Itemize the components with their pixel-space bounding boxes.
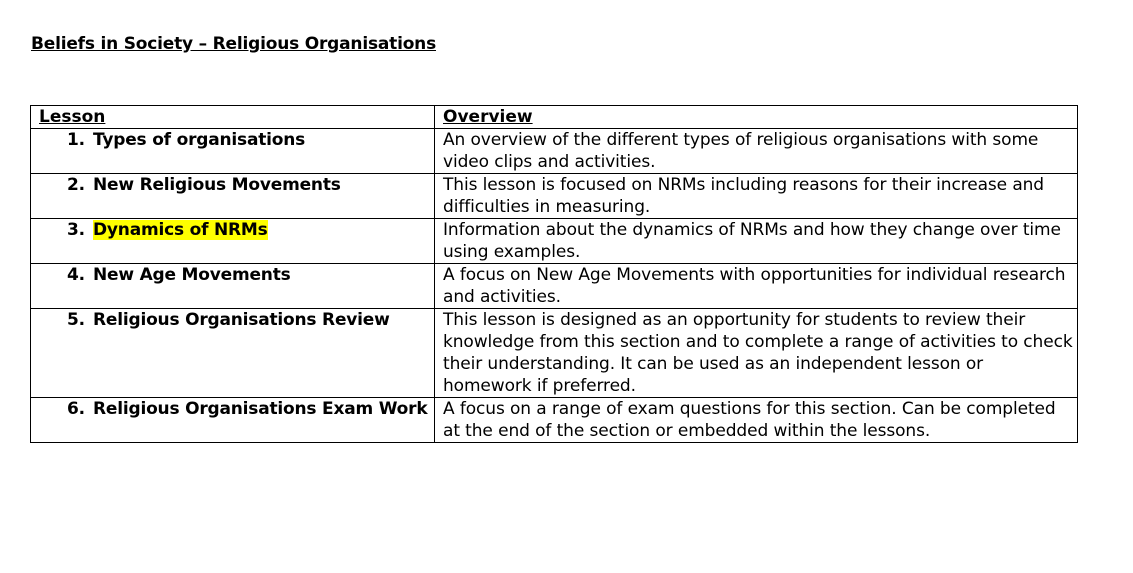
table-row [31, 398, 1078, 443]
overview-cell: A focus on New Age Movements with opportunities for individual research and activities. [435, 264, 1078, 309]
overview-cell: A focus on a range of exam questions for this section. Can be completed at the end of the section or embedded within the lessons. [435, 398, 1078, 443]
table-row [31, 129, 1078, 174]
lesson-title: New Religious Movements [93, 175, 341, 195]
overview-cell: This lesson is designed as an opportunity for students to review their knowledge from this section and to complete a range of activities to check their understanding. It can be used as an independent lesson or homework if preferred. [435, 309, 1078, 398]
lessons-table [30, 105, 1078, 443]
table-header-row [31, 106, 1078, 129]
lesson-title-highlighted: Dynamics of NRMs [93, 220, 268, 240]
lesson-cell [31, 174, 435, 219]
lesson-cell [31, 129, 435, 174]
lesson-number: 5. [67, 310, 85, 330]
lesson-number: 4. [67, 265, 85, 285]
table-row [31, 174, 1078, 219]
overview-cell: This lesson is focused on NRMs including reasons for their increase and difficulties in measuring. [435, 174, 1078, 219]
overview-cell: Information about the dynamics of NRMs and how they change over time using examples. [435, 219, 1078, 264]
lesson-title: Religious Organisations Exam Work [93, 399, 428, 419]
lesson-number: 1. [67, 130, 85, 150]
lesson-number: 3. [67, 220, 85, 240]
lesson-column-header: Lesson [31, 106, 435, 129]
table-row [31, 264, 1078, 309]
document-title: Beliefs in Society – Religious Organisations [31, 34, 436, 54]
lesson-title: Types of organisations [93, 130, 306, 150]
table-row [31, 309, 1078, 398]
lesson-number: 2. [67, 175, 85, 195]
lesson-number: 6. [67, 399, 85, 419]
table-row [31, 219, 1078, 264]
lesson-cell [31, 219, 435, 264]
lesson-title: New Age Movements [93, 265, 291, 285]
lesson-cell [31, 398, 435, 443]
overview-cell: An overview of the different types of religious organisations with some video clips and activities. [435, 129, 1078, 174]
lesson-cell [31, 309, 435, 398]
lesson-cell [31, 264, 435, 309]
overview-column-header: Overview [435, 106, 1078, 129]
lesson-title: Religious Organisations Review [93, 310, 390, 330]
